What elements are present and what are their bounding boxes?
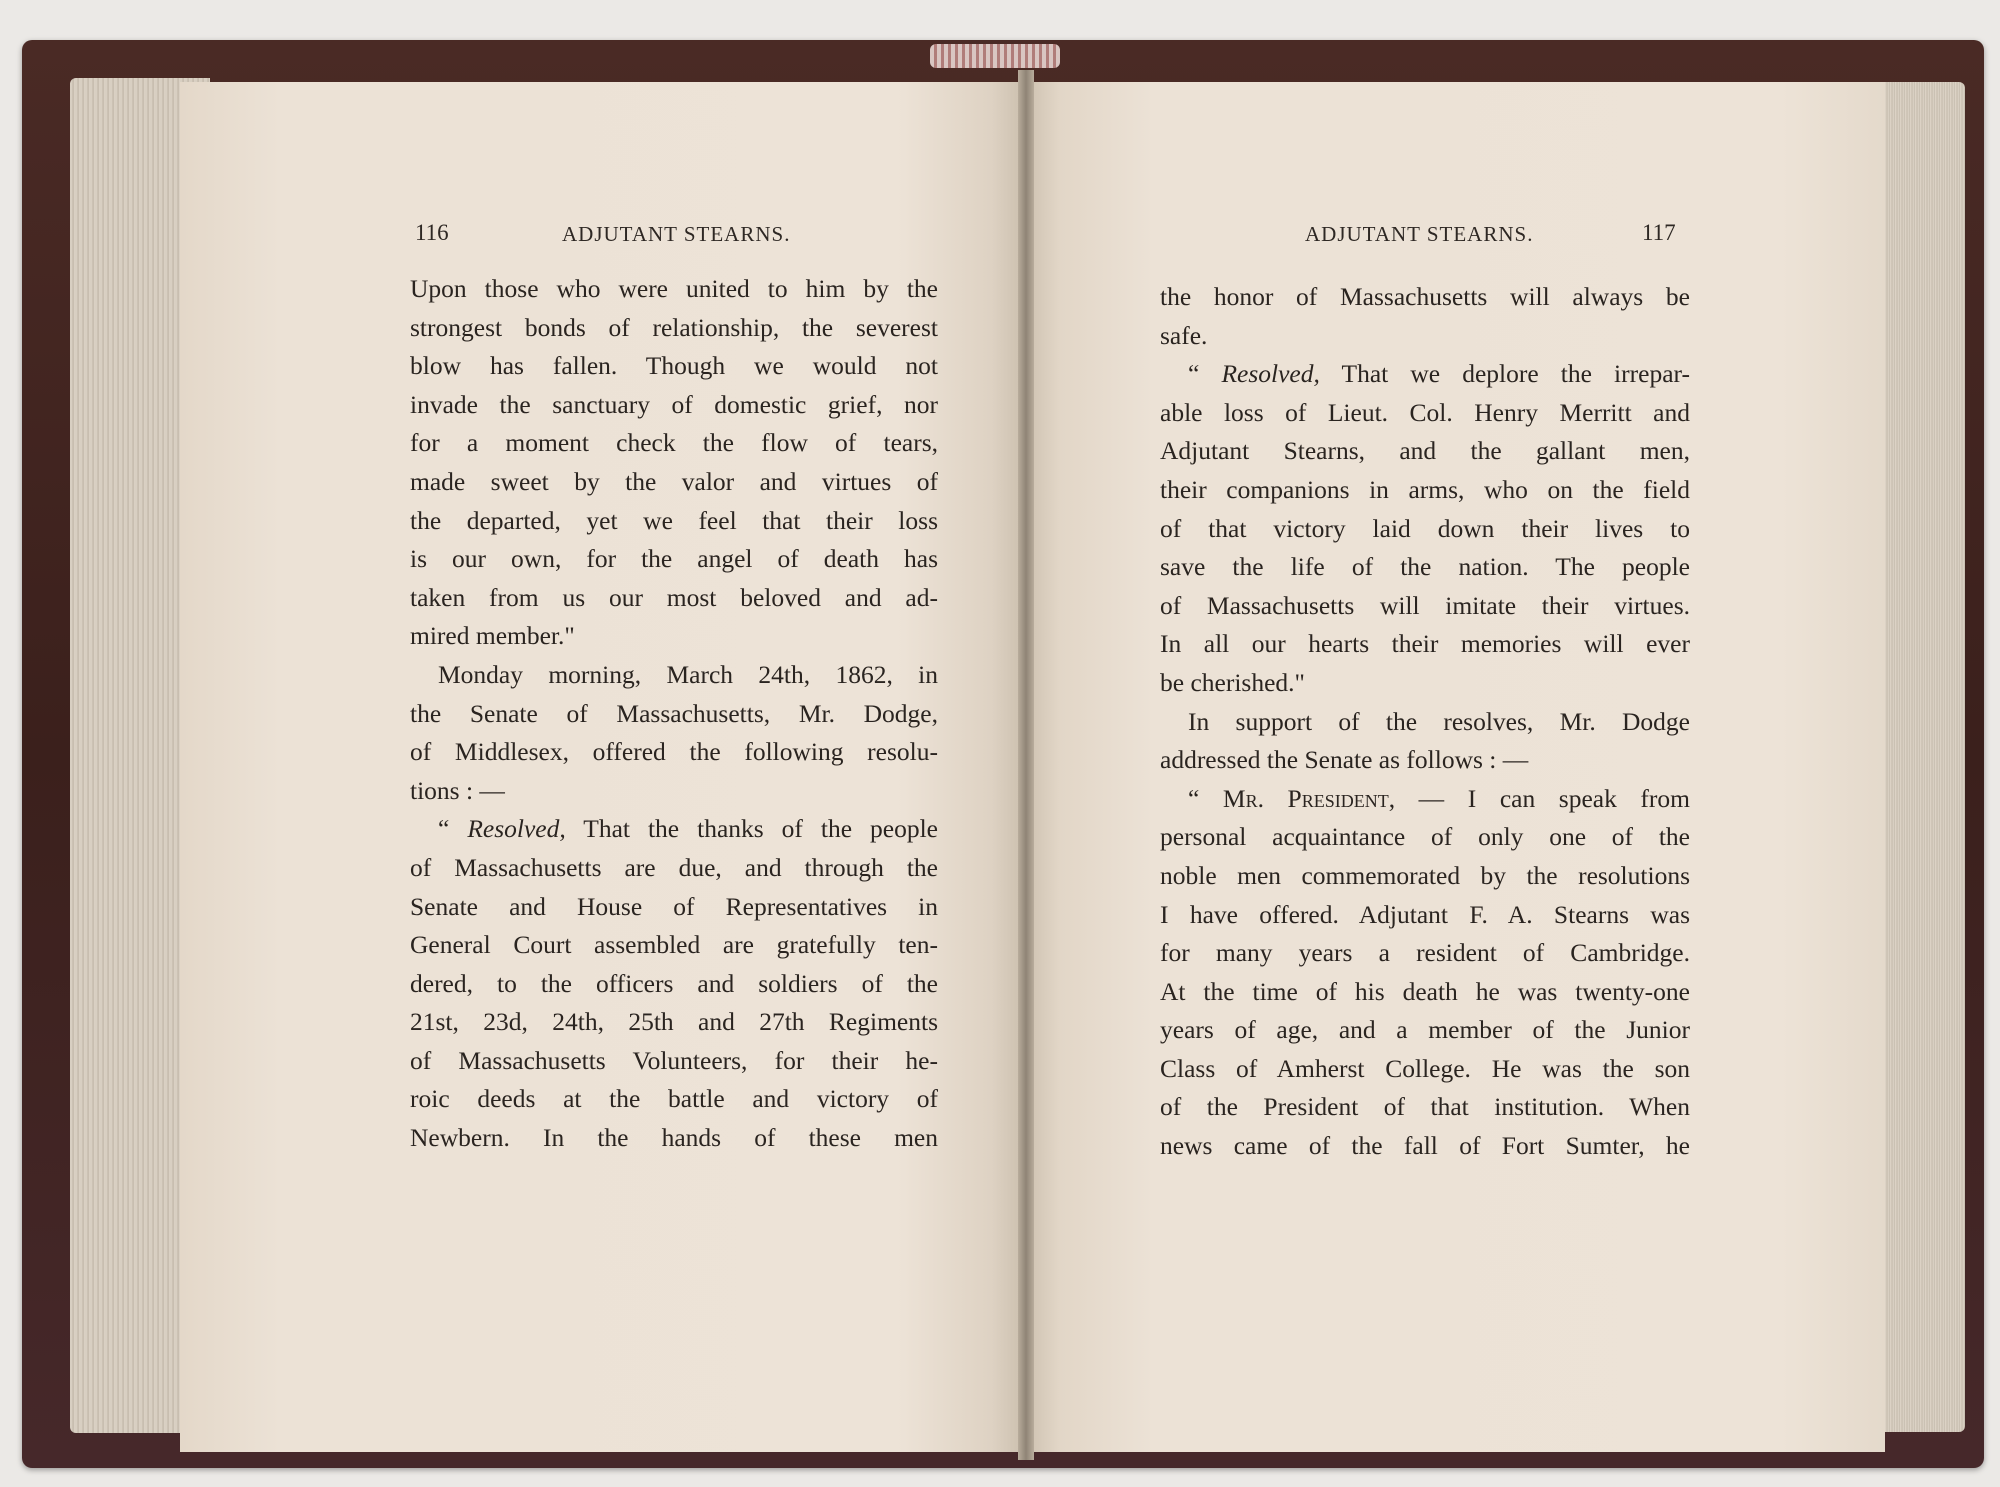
text-line: strongest bonds of relationship, the severest — [410, 312, 938, 342]
headband — [930, 44, 1060, 68]
resolved-italic: Resolved, — [467, 814, 566, 844]
text-line: In all our hearts their memories will ever — [1160, 629, 1690, 659]
text-fragment: — I can speak from — [1418, 783, 1690, 813]
text-line: news came of the fall of Fort Sumter, he — [1160, 1131, 1690, 1161]
text-line: the honor of Massachusetts will always be — [1160, 282, 1690, 311]
text-line: their companions in arms, who on the field — [1160, 474, 1690, 504]
text-line: In support of the resolves, Mr. Dodge — [1188, 706, 1690, 736]
right-page-text — [1160, 278, 1690, 1166]
text-line: for many years a resident of Cambridge. — [1160, 938, 1690, 968]
text-line: General Court assembled are gratefully ten- — [410, 930, 938, 960]
text-line: of Massachusetts are due, and through the — [410, 852, 938, 882]
text-line: noble men commemorated by the resolutions — [1160, 860, 1690, 890]
resolved-italic: Resolved, — [1221, 359, 1320, 389]
text-line: for a moment check the flow of tears, — [410, 428, 938, 458]
text-line: years of age, and a member of the Junior — [1160, 1015, 1690, 1045]
text-line: of Massachusetts Volunteers, for their he- — [410, 1045, 938, 1075]
right-page-edges — [1880, 82, 1965, 1432]
text-fragment: That the thanks of the people — [583, 814, 939, 844]
text-line: Adjutant Stearns, and the gallant men, — [1160, 436, 1690, 466]
resolution-line: “ Resolved, That we deplore the irrepar- — [1188, 359, 1690, 389]
text-line: made sweet by the valor and virtues of — [410, 466, 938, 496]
mr-president-smallcaps: Mr. President, — [1222, 783, 1396, 813]
text-line: dered, to the officers and soldiers of the — [410, 968, 938, 998]
text-line: save the life of the nation. The people — [1160, 552, 1690, 582]
text-line: be cherished." — [1160, 667, 1305, 697]
text-line: At the time of his death he was twenty-one — [1160, 976, 1690, 1006]
text-line: able loss of Lieut. Col. Henry Merritt and — [1160, 397, 1690, 427]
text-line: the Senate of Massachusetts, Mr. Dodge, — [410, 698, 938, 728]
text-line: is our own, for the angel of death has — [410, 544, 938, 574]
left-page-text — [410, 270, 938, 1158]
text-fragment: That we deplore the irrepar- — [1341, 359, 1690, 389]
text-line: Monday morning, March 24th, 1862, in — [438, 659, 938, 689]
text-line: Class of Amherst College. He was the son — [1160, 1053, 1690, 1083]
text-line: addressed the Senate as follows : — — [1160, 745, 1529, 775]
text-line: of that victory laid down their lives to — [1160, 513, 1690, 543]
speech-line: “ Mr. President, — I can speak from — [1188, 783, 1690, 813]
text-line: of Massachusetts will imitate their virtues. — [1160, 590, 1690, 620]
text-line: Newbern. In the hands of these men — [410, 1123, 938, 1153]
text-line: personal acquaintance of only one of the — [1160, 822, 1690, 852]
text-line: blow has fallen. Though we would not — [410, 351, 938, 381]
text-line: tions : — — [410, 775, 505, 805]
right-page-number: 117 — [1642, 220, 1676, 245]
left-page-number: 116 — [415, 220, 449, 245]
text-line: I have offered. Adjutant F. A. Stearns was — [1160, 899, 1690, 929]
text-line: Upon those who were united to him by the — [410, 274, 938, 303]
text-line: roic deeds at the battle and victory of — [410, 1084, 938, 1114]
text-line: taken from us our most beloved and ad- — [410, 582, 938, 612]
book-gutter — [1018, 70, 1034, 1460]
text-line: invade the sanctuary of domestic grief, nor — [410, 389, 938, 419]
resolution-line: “ Resolved, That the thanks of the people — [438, 814, 939, 844]
text-line: of the President of that institution. When — [1160, 1092, 1690, 1122]
text-line: safe. — [1160, 320, 1208, 350]
left-running-head: ADJUTANT STEARNS. — [562, 222, 791, 246]
right-running-head: ADJUTANT STEARNS. — [1305, 222, 1534, 246]
text-line: of Middlesex, offered the following resolu- — [410, 737, 938, 767]
text-line: 21st, 23d, 24th, 25th and 27th Regiments — [410, 1007, 938, 1037]
text-line: mired member." — [410, 621, 575, 651]
text-line: the departed, yet we feel that their loss — [410, 505, 938, 535]
text-line: Senate and House of Representatives in — [410, 891, 938, 921]
